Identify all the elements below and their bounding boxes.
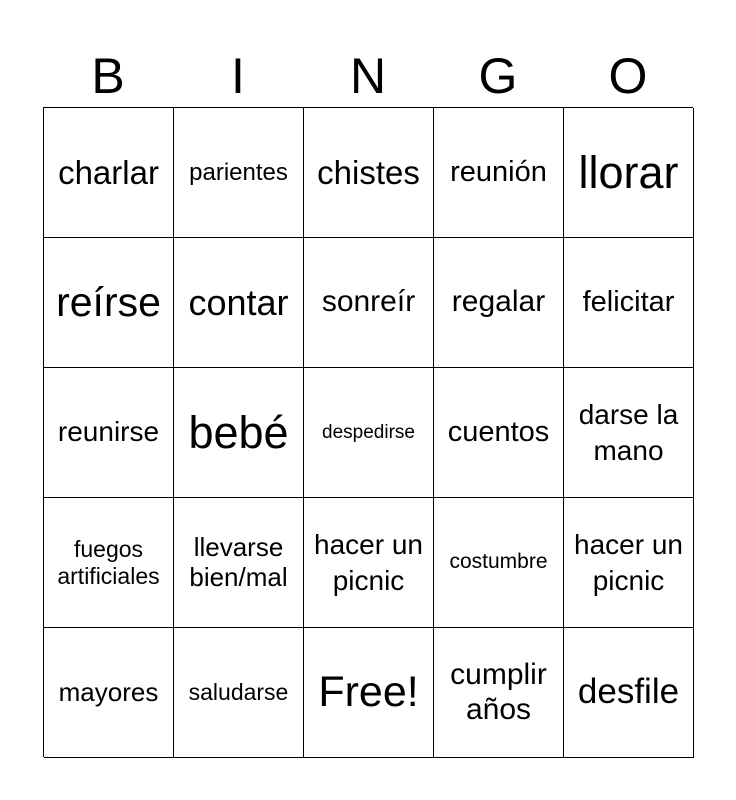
bingo-cell[interactable] [174,368,304,498]
cell-label: llevarse bien/mal [189,531,288,592]
cell-label: fuegos artificiales [57,536,160,589]
bingo-cell[interactable] [304,498,434,628]
bingo-cell[interactable] [434,238,564,368]
bingo-cell[interactable] [434,108,564,238]
bingo-cell[interactable] [434,368,564,498]
bingo-cell[interactable] [434,628,564,758]
header-letter-o: O [608,48,648,104]
bingo-cell[interactable] [44,368,174,498]
bingo-cell[interactable] [564,628,694,758]
cell-label: hacer un picnic [574,528,683,596]
cell-label: hacer un picnic [314,528,423,596]
cell-label: reírse [56,278,161,325]
header-letter-b: B [91,48,125,104]
cell-label: charlar [58,153,159,191]
header-letter-g: G [478,48,518,104]
bingo-cell[interactable] [434,498,564,628]
bingo-cell[interactable] [44,108,174,238]
bingo-cell[interactable] [44,628,174,758]
cell-label: llorar [578,146,679,198]
cell-label: sonreír [321,285,416,319]
cell-label: cuentos [447,415,550,448]
bingo-board [43,107,693,757]
bingo-cell[interactable] [44,498,174,628]
bingo-cell[interactable] [304,108,434,238]
cell-label: desfile [577,672,680,712]
cell-label: reunión [450,155,547,188]
cell-label: costumbre [449,550,548,574]
cell-label: darse la mano [578,398,679,466]
cell-label: cumplir años [450,658,547,726]
free-space-cell[interactable] [304,628,434,758]
cell-label: bebé [188,406,289,458]
cell-label: despedirse [322,421,415,443]
bingo-cell[interactable] [174,238,304,368]
cell-label: contar [188,281,289,323]
bingo-cell[interactable] [174,498,304,628]
bingo-cell[interactable] [174,108,304,238]
bingo-cell[interactable] [304,368,434,498]
bingo-cell[interactable] [304,238,434,368]
header-letter-n: N [349,48,387,104]
cell-label: parientes [189,158,288,186]
cell-label: reunirse [57,416,160,448]
header-letter-i: I [231,48,245,104]
free-space-label: Free! [318,667,419,716]
bingo-header [43,48,693,104]
bingo-cell[interactable] [564,108,694,238]
bingo-cell[interactable] [564,368,694,498]
bingo-cell[interactable] [564,238,694,368]
bingo-cell[interactable] [44,238,174,368]
cell-label: mayores [58,676,159,707]
bingo-cell[interactable] [564,498,694,628]
cell-label: felicitar [582,285,675,318]
cell-label: saludarse [188,679,289,706]
cell-label: regalar [451,285,546,319]
cell-label: chistes [317,153,420,191]
bingo-cell[interactable] [174,628,304,758]
